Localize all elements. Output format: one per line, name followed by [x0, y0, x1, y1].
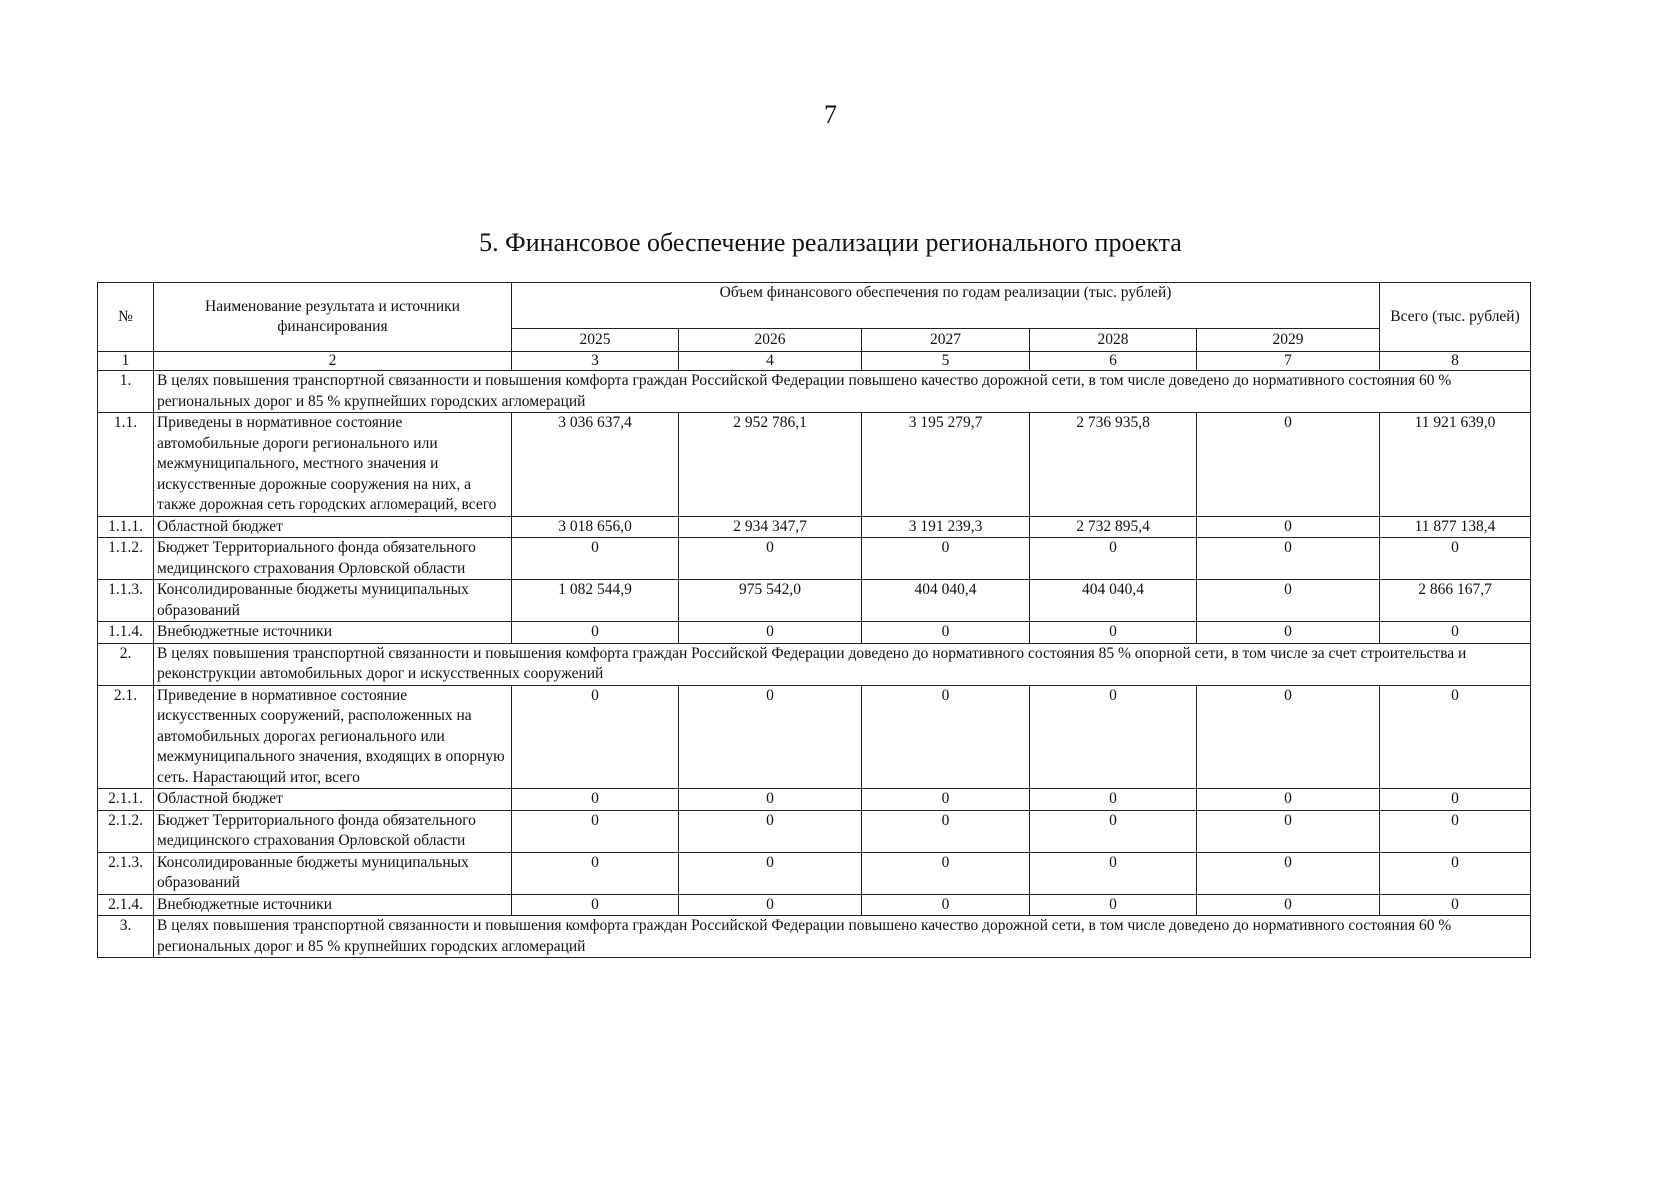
header-year: 2026	[679, 329, 862, 352]
header-no: №	[98, 283, 154, 352]
year-value: 2 732 895,4	[1030, 516, 1197, 538]
total-value: 0	[1380, 810, 1531, 852]
row-number: 2.1.	[98, 685, 154, 789]
table-row	[98, 894, 1531, 916]
column-number: 5	[862, 352, 1030, 371]
year-value: 0	[862, 685, 1030, 789]
row-number: 1.1.3.	[98, 580, 154, 622]
table-row	[98, 413, 1531, 517]
year-value: 0	[1197, 894, 1380, 916]
total-value: 0	[1380, 538, 1531, 580]
year-value: 0	[862, 894, 1030, 916]
year-value: 0	[1197, 810, 1380, 852]
year-value: 3 195 279,7	[862, 413, 1030, 517]
year-value: 0	[1197, 516, 1380, 538]
year-value: 0	[512, 685, 679, 789]
year-value: 0	[1197, 413, 1380, 517]
year-value: 0	[679, 789, 862, 811]
total-value: 2 866 167,7	[1380, 580, 1531, 622]
row-number: 2.1.3.	[98, 852, 154, 894]
year-value: 3 191 239,3	[862, 516, 1030, 538]
year-value: 0	[679, 852, 862, 894]
year-value: 0	[1030, 538, 1197, 580]
year-value: 0	[512, 810, 679, 852]
total-value: 11 921 639,0	[1380, 413, 1531, 517]
year-value: 0	[862, 810, 1030, 852]
row-number: 3.	[98, 916, 154, 958]
row-number: 1.1.4.	[98, 622, 154, 644]
year-value: 3 036 637,4	[512, 413, 679, 517]
table-row	[98, 852, 1531, 894]
column-number-row	[98, 352, 1531, 371]
year-value: 3 018 656,0	[512, 516, 679, 538]
row-number: 2.	[98, 643, 154, 685]
year-value: 0	[679, 685, 862, 789]
result-name: Областной бюджет	[154, 516, 512, 538]
year-value: 0	[679, 622, 862, 644]
year-value: 0	[679, 810, 862, 852]
result-name: Бюджет Территориального фонда обязательного медицинского страхования Орловской области	[154, 538, 512, 580]
table-row	[98, 685, 1531, 789]
year-value: 0	[512, 789, 679, 811]
year-value: 0	[512, 538, 679, 580]
table-row	[98, 538, 1531, 580]
year-value: 0	[1197, 789, 1380, 811]
header-year: 2028	[1030, 329, 1197, 352]
header-volume: Объем финансового обеспечения по годам реализации (тыс. рублей)	[512, 283, 1380, 329]
result-name: Консолидированные бюджеты муниципальных образований	[154, 852, 512, 894]
row-number: 2.1.1.	[98, 789, 154, 811]
year-value: 0	[862, 852, 1030, 894]
section-row	[98, 643, 1531, 685]
row-number: 2.1.2.	[98, 810, 154, 852]
total-value: 11 877 138,4	[1380, 516, 1531, 538]
result-name: Бюджет Территориального фонда обязательного медицинского страхования Орловской области	[154, 810, 512, 852]
year-value: 0	[1197, 852, 1380, 894]
result-name: Внебюджетные источники	[154, 622, 512, 644]
year-value: 0	[1030, 622, 1197, 644]
year-value: 0	[1030, 810, 1197, 852]
year-value: 0	[679, 538, 862, 580]
result-name: Областной бюджет	[154, 789, 512, 811]
year-value: 1 082 544,9	[512, 580, 679, 622]
year-value: 0	[1030, 789, 1197, 811]
column-number: 8	[1380, 352, 1531, 371]
year-value: 0	[862, 789, 1030, 811]
table-row	[98, 516, 1531, 538]
year-value: 404 040,4	[1030, 580, 1197, 622]
section-title: 5. Финансовое обеспечение реализации регионального проекта	[479, 228, 1182, 257]
column-number: 4	[679, 352, 862, 371]
header-year: 2029	[1197, 329, 1380, 352]
section-text: В целях повышения транспортной связанности и повышения комфорта граждан Российской Федерации повышено качество дорожной сети, в том числе доведено до нормативного состояния 60 % региональных дорог и 85 % крупнейших городских агломераций	[154, 371, 1531, 413]
year-value: 0	[1030, 685, 1197, 789]
year-value: 0	[862, 622, 1030, 644]
header-year: 2027	[862, 329, 1030, 352]
column-number: 1	[98, 352, 154, 371]
row-number: 2.1.4.	[98, 894, 154, 916]
year-value: 0	[862, 538, 1030, 580]
row-number: 1.1.2.	[98, 538, 154, 580]
table-row	[98, 810, 1531, 852]
year-value: 2 934 347,7	[679, 516, 862, 538]
result-name: Приведение в нормативное состояние искусственных сооружений, расположенных на автомобильных дорогах регионального или межмуниципального значения, входящих в опорную сеть. Нарастающий итог, всего	[154, 685, 512, 789]
total-value: 0	[1380, 894, 1531, 916]
header-name: Наименование результата и источники финансирования	[154, 283, 512, 352]
total-value: 0	[1380, 852, 1531, 894]
year-value: 0	[1030, 894, 1197, 916]
year-value: 404 040,4	[862, 580, 1030, 622]
column-number: 2	[154, 352, 512, 371]
year-value: 0	[512, 622, 679, 644]
column-number: 7	[1197, 352, 1380, 371]
year-value: 0	[1030, 852, 1197, 894]
year-value: 2 952 786,1	[679, 413, 862, 517]
table-row	[98, 622, 1531, 644]
column-number: 3	[512, 352, 679, 371]
row-number: 1.	[98, 371, 154, 413]
year-value: 0	[512, 852, 679, 894]
section-text: В целях повышения транспортной связанности и повышения комфорта граждан Российской Федерации доведено до нормативного состояния 85 % опорной сети, в том числе за счет строительства и реконструкции автомобильных дорог и искусственных сооружений	[154, 643, 1531, 685]
financing-table	[97, 282, 1531, 958]
total-value: 0	[1380, 622, 1531, 644]
row-number: 1.1.	[98, 413, 154, 517]
result-name: Внебюджетные источники	[154, 894, 512, 916]
year-value: 0	[1197, 685, 1380, 789]
total-value: 0	[1380, 789, 1531, 811]
year-value: 0	[1197, 580, 1380, 622]
section-row	[98, 916, 1531, 958]
year-value: 975 542,0	[679, 580, 862, 622]
result-name: Приведены в нормативное состояние автомобильные дороги регионального или межмуниципального, местного значения и искусственные дорожные сооружения на них, а также дорожная сеть городских агломераций, всего	[154, 413, 512, 517]
row-number: 1.1.1.	[98, 516, 154, 538]
total-value: 0	[1380, 685, 1531, 789]
header-year: 2025	[512, 329, 679, 352]
year-value: 0	[1197, 622, 1380, 644]
result-name: Консолидированные бюджеты муниципальных образований	[154, 580, 512, 622]
year-value: 0	[679, 894, 862, 916]
table-row	[98, 789, 1531, 811]
section-text: В целях повышения транспортной связанности и повышения комфорта граждан Российской Федерации повышено качество дорожной сети, в том числе доведено до нормативного состояния 60 % региональных дорог и 85 % крупнейших городских агломераций	[154, 916, 1531, 958]
table-row	[98, 580, 1531, 622]
column-number: 6	[1030, 352, 1197, 371]
year-value: 0	[512, 894, 679, 916]
header-total: Всего (тыс. рублей)	[1380, 283, 1531, 352]
page-number: 7	[824, 100, 837, 129]
year-value: 2 736 935,8	[1030, 413, 1197, 517]
year-value: 0	[1197, 538, 1380, 580]
section-row	[98, 371, 1531, 413]
